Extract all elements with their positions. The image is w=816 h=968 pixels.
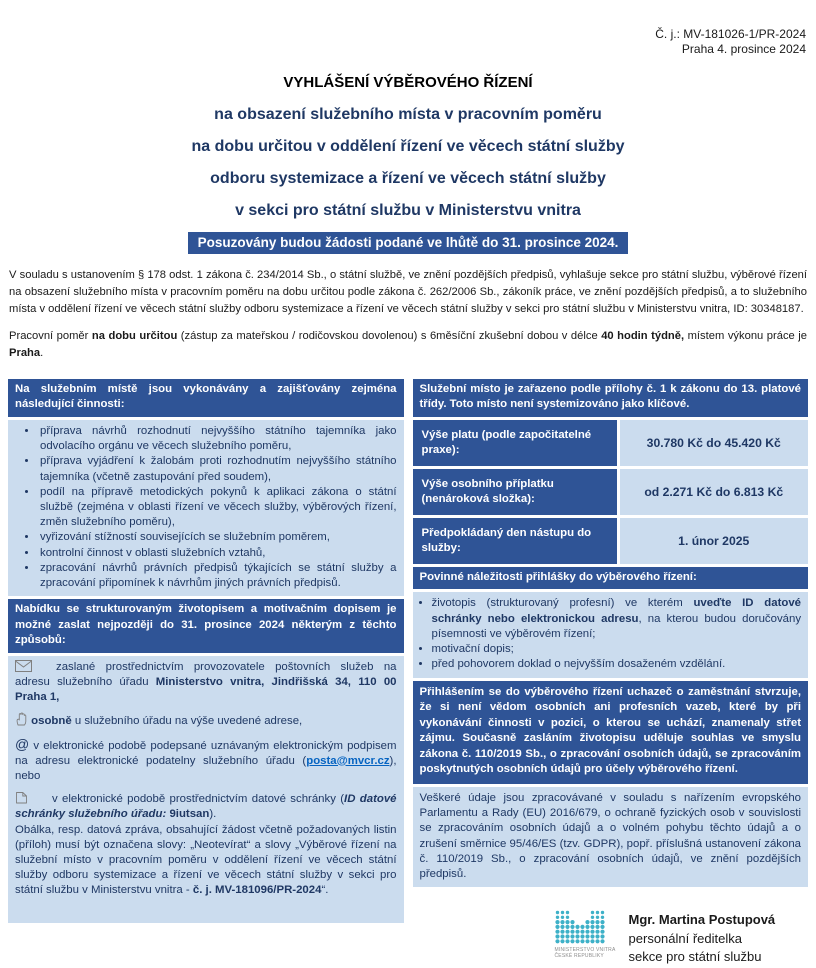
start-date-value: 1. únor 2025 [620,518,809,564]
list-item: • životopis (strukturovaný profesní) ve kterém uveďte ID datové schránky nebo elektronickou adresu, na kterou budou doručovány písemnosti ve výběrovém řízení; [432,596,802,642]
title-block [0,67,816,227]
delivery-method-email [15,737,397,785]
requirements-list [420,596,802,672]
envelope-icon [15,661,32,673]
list-item: • podíl na přípravě metodických pokynů k aplikaci zákona o státní službě (zejména v oblasti řízení ve věcech služby, výběrových řízení, změn služebního poměru), [38,485,397,531]
requirements-header: Povinné náležitosti přihlášky do výběrového řízení: [413,567,809,590]
signatory [629,910,776,967]
ministry-logo-dots [555,910,605,944]
right-column [413,379,809,967]
list-item: • příprava návrhů rozhodnutí nejvyššího státního tajemníka jako odvolacího orgánu ve věcech služebního poměru, [38,424,397,454]
bonus-label: Výše osobního příplatku (nenároková složka): [413,469,617,515]
title-line-2: na obsazení služebního místa v pracovním poměru [214,106,602,123]
table-row [413,420,809,466]
envelope-note: Obálka, resp. datová zpráva, obsahující žádost včetně požadovaných listin (příloh) musí být označena slovy: „Neotevírat“ a slovy „Výběrové řízení na služební místo v pracovním poměru v oddělení řízení ve věcech státní služby odboru systemizace a řízení ve věcech státní služby v sekci pro státní službu v Ministerstvu vnitra - č. j. MV-181096/PR-2024“. [15,823,397,897]
salary-table [413,420,809,564]
start-date-label: Předpokládaný den nástupu do služby: [413,518,617,564]
signatory-role: personální ředitelka [628,930,742,946]
delivery-method-text: v elektronické podobě podepsané uznávaným elektronickým podpisem na adresu elektronické podatelny služebního úřadu (posta@mvcr.cz), nebo [15,739,397,782]
delivery-method-in-person [15,712,397,729]
signature-block [555,910,809,967]
activities-list [15,424,397,591]
delivery-methods-panel [8,656,404,923]
place-date: Praha 4. prosince 2024 [681,42,806,56]
delivery-method-text: osobně u služebního úřadu na výše uvedené adrese, [31,715,303,728]
declaration-box: Přihlášením se do výběrového řízení uchazeč o zaměstnání stvrzuje, že si není vědom osobních ani profesních vazeb, které by při vykonávání činnosti v pozici, o kterou se uchází, znamenaly střet zájmu. Současně zasláním životopisu uděluje souhlas ve smyslu zákona č. 110/2019 Sb., o zpracování osobních údajů, se zpracováním poskytnutých osobních údajů pro účely výběrového řízení. [413,681,809,785]
list-item: • motivační dopis; [432,642,802,657]
deadline-banner: Posuzovány budou žádosti podané ve lhůtě do 31. prosince 2024. [188,232,629,254]
title-line-4: odboru systemizace a řízení ve věcech státní služby [210,170,606,187]
delivery-method-text: zaslané prostřednictvím provozovatele poštovních služeb na adresu služebního úřadu Ministerstvo vnitra, Jindřišská 34, 110 00 Praha 1, [15,660,397,704]
title-line-1: VYHLÁŠENÍ VÝBĚROVÉHO ŘÍZENÍ [283,74,533,91]
signatory-department: sekce pro státní službu [628,949,762,965]
document-header [0,0,816,57]
intro-paragraph-2: Pracovní poměr na dobu určitou (zástup za mateřskou / rodičovskou dovolenou) s 6měsíční zkušební dobou v délce 40 hodin týdně, místem výkonu práce je Praha. [9,330,808,360]
hand-icon [15,715,28,727]
logo-caption: MINISTERSTVO VNITRA ČESKÉ REPUBLIKY [554,947,616,960]
table-row [413,469,809,515]
two-column-section [8,379,808,967]
activities-panel [8,420,404,596]
gdpr-panel: Veškeré údaje jsou zpracovávané v souladu s nařízením evropského Parlamentu a Rady (EU) 2016/679, o ochraně fyzických osob v souvislosti se zpracováním osobních údajů a o volném pohybu těchto údajů a o zrušení směrnice 95/46/ES (tzv. GDPR), popř. příslušná ustanovení zákona č. 110/2019 Sb., o zpracování osobních údajů, ve znění pozdějších předpisů. [413,787,809,887]
delivery-method-databox [15,791,397,822]
list-item: • příprava vyjádření k žalobám proti rozhodnutím nejvyššího státního tajemníka (včetně zastupování před soudem), [38,454,397,484]
list-item: • kontrolní činnost v oblasti služebních vztahů, [38,546,397,561]
databox-icon [15,793,28,805]
bonus-value: od 2.271 Kč do 6.813 Kč [620,469,809,515]
requirements-panel [413,592,809,677]
salary-value: 30.780 Kč do 45.420 Kč [620,420,809,466]
title-line-5: v sekci pro státní službu v Ministerstvu vnitra [235,202,581,219]
salary-label: Výše platu (podle započitatelné praxe): [413,420,617,466]
signatory-name: Mgr. Martina Postupová [628,912,776,928]
offer-header: Nabídku se strukturovaným životopisem a motivačním dopisem je možné zaslat nejpozději do 31. prosince 2024 některým z těchto způsobů: [8,599,404,653]
intro-paragraph-1: V souladu s ustanovením § 178 odst. 1 zákona č. 234/2014 Sb., o státní službě, ve znění pozdějších předpisů, vyhlašuje sekce pro státní službu, výběrové řízení na obsazení služebního místa v pracovním poměru na dobu určitou podle zákona č. 262/2006 Sb., zákoník práce, ve znění pozdějších předpisů, a to služebního místa v oddělení řízení ve věcech státní služby odboru systemizace a řízení ve věcech státní služby v sekci pro státní službu v Ministerstvu vnitra, ID: 30348187. [9,269,807,315]
table-row [413,518,809,564]
ministry-logo [555,910,616,959]
left-column [8,379,404,923]
list-item: • vyřizování stížností souvisejících se služebním poměrem, [38,530,397,545]
deadline-banner-row [0,232,816,254]
delivery-method-post [15,660,397,706]
email-link[interactable]: posta@mvcr.cz [306,754,390,767]
list-item: • před pohovorem doklad o nejvyšším dosaženém vzdělání. [432,657,802,672]
delivery-method-text: v elektronické podobě prostřednictvím datové schránky (ID datové schránky služebního úřadu: 9iutsan). [15,793,397,821]
list-item: • zpracování návrhů právních předpisů týkajících se státní služby a zpracování připomínek k návrhům jiných právních předpisů. [38,561,397,591]
at-icon: @ [15,735,30,752]
grade-header: Služební místo je zařazeno podle přílohy č. 1 k zákonu do 13. platové třídy. Toto místo není systemizováno jako klíčové. [413,379,809,417]
title-line-3: na dobu určitou v oddělení řízení ve věcech státní služby [191,138,625,155]
activities-header: Na služebním místě jsou vykonávány a zajišťovány zejména následující činnosti: [8,379,404,417]
ref-number: Č. j.: MV-181026-1/PR-2024 [655,27,806,41]
